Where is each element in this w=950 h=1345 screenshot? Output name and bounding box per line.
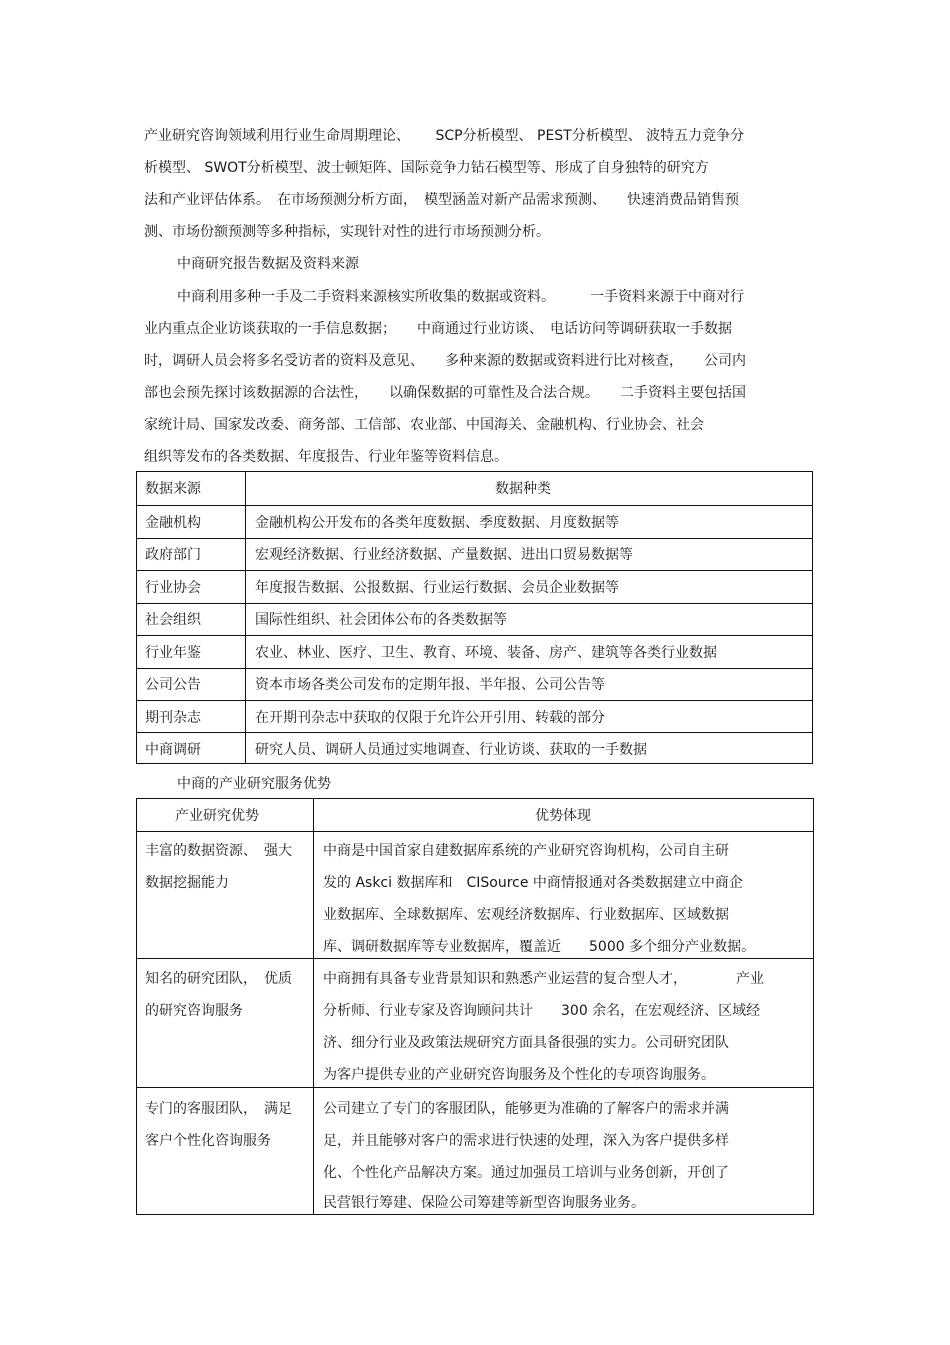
section1-line-2: 业内重点企业访谈获取的一手信息数据； 中商通过行业访谈、 电话访问等调研获取一手数据 (144, 321, 732, 337)
table-cell-type: 研究人员、调研人员通过实地调查、行业访谈、获取的一手数据 (255, 742, 647, 758)
section1-line-1: 中商利用多种一手及二手资料来源核实所收集的数据或资料。 一手资料来源于中商对行 (177, 289, 744, 305)
advantage-detail: 济、细分行业及政策法规研究方面具备很强的实力。公司研究团队 (323, 1035, 729, 1051)
data-source-table (136, 471, 813, 764)
table-cell-type: 在开期刊杂志中获取的仅限于允许公开引用、转载的部分 (255, 710, 605, 726)
section1-line-4: 部也会预先探讨该数据源的合法性， 以确保数据的可靠性及合法合规。 二手资料主要包括国 (144, 385, 746, 401)
table-cell-source: 社会组织 (145, 612, 201, 628)
advantage-detail: 中商是中国首家自建数据库系统的产业研究咨询机构，公司自主研 (323, 843, 729, 859)
table-divider (137, 505, 812, 506)
section1-heading: 中商研究报告数据及资料来源 (177, 256, 359, 272)
advantage-label: 知名的研究团队， 优质 (145, 971, 292, 987)
table-cell-type: 资本市场各类公司发布的定期年报、半年报、公司公告等 (255, 677, 605, 693)
advantage-label: 专门的客服团队， 满足 (145, 1101, 292, 1117)
advantage-detail: 分析师、行业专家及咨询顾问共计 300 余名，在宏观经济、区域经 (323, 1003, 761, 1019)
advantage-detail: 中商拥有具备专业背景知识和熟悉产业运营的复合型人才， 产业 (323, 971, 764, 987)
table-divider (313, 799, 314, 1214)
table-cell-type: 农业、林业、医疗、卫生、教育、环境、装备、房产、建筑等各类行业数据 (255, 645, 717, 661)
table-divider (137, 700, 812, 701)
table-divider (137, 732, 812, 733)
table-cell-source: 金融机构 (145, 515, 201, 531)
table-cell-source: 行业年鉴 (145, 645, 201, 661)
table-cell-type: 宏观经济数据、行业经济数据、产量数据、进出口贸易数据等 (255, 547, 633, 563)
advantage-detail: 足，并且能够对客户的需求进行快速的处理，深入为客户提供多样 (323, 1133, 729, 1149)
table-divider (137, 538, 812, 539)
table-cell-source: 中商调研 (145, 742, 201, 758)
table-header-type: 数据种类 (495, 481, 551, 497)
advantage-detail: 化、个性化产品解决方案。通过加强员工培训与业务创新，开创了 (323, 1165, 729, 1181)
advantage-label: 的研究咨询服务 (145, 1003, 243, 1019)
table-cell-source: 政府部门 (145, 547, 201, 563)
table-divider (137, 635, 812, 636)
intro-line-4: 测、市场份额预测等多种指标，实现针对性的进行市场预测分析。 (144, 224, 550, 240)
advantage-detail: 公司建立了专门的客服团队，能够更为准确的了解客户的需求并满 (323, 1101, 729, 1117)
section2-heading: 中商的产业研究服务优势 (177, 776, 331, 792)
table-cell-source: 期刊杂志 (145, 710, 201, 726)
table-divider (137, 603, 812, 604)
advantage-detail: 业数据库、全球数据库、宏观经济数据库、行业数据库、区域数据 (323, 907, 729, 923)
section1-line-3: 时，调研人员会将多名受访者的资料及意见、 多种来源的数据或资料进行比对核查， 公司内 (144, 353, 746, 369)
table-divider (245, 472, 246, 763)
advantage-label: 丰富的数据资源、 强大 (145, 843, 292, 859)
table-header-source: 数据来源 (145, 481, 201, 497)
table-divider (137, 831, 813, 832)
advantage-detail: 为客户提供专业的产业研究咨询服务及个性化的专项咨询服务。 (323, 1067, 715, 1083)
table-header-manifestation: 优势体现 (535, 808, 591, 824)
table-divider (137, 668, 812, 669)
advantage-label: 客户个性化咨询服务 (145, 1133, 271, 1149)
table-cell-source: 公司公告 (145, 677, 201, 693)
table-cell-type: 国际性组织、社会团体公布的各类数据等 (255, 612, 507, 628)
section1-line-5: 家统计局、国家发改委、商务部、工信部、农业部、中国海关、金融机构、行业协会、社会 (144, 417, 704, 433)
advantage-detail: 库、调研数据库等专业数据库，覆盖近 5000 多个细分产业数据。 (323, 939, 756, 955)
table-cell-type: 年度报告数据、公报数据、行业运行数据、会员企业数据等 (255, 580, 619, 596)
table-divider (137, 958, 813, 959)
intro-line-3: 法和产业评估体系。 在市场预测分析方面， 模型涵盖对新产品需求预测、 快速消费品销售预 (144, 192, 739, 208)
advantage-detail: 民营银行筹建、保险公司筹建等新型咨询服务业务。 (323, 1195, 645, 1211)
advantage-detail: 发的 Askci 数据库和 CISource 中商情报通对各类数据建立中商企 (323, 875, 743, 891)
advantage-label: 数据挖掘能力 (145, 875, 229, 891)
table-divider (137, 570, 812, 571)
table-cell-source: 行业协会 (145, 580, 201, 596)
advantage-table (136, 798, 814, 1215)
section1-line-6: 组织等发布的各类数据、年度报告、行业年鉴等资料信息。 (144, 449, 508, 465)
table-header-advantage: 产业研究优势 (175, 808, 259, 824)
intro-line-1: 产业研究咨询领域利用行业生命周期理论、 SCP分析模型、 PEST分析模型、 波特五力竞争分 (144, 128, 745, 144)
table-cell-type: 金融机构公开发布的各类年度数据、季度数据、月度数据等 (255, 515, 619, 531)
intro-line-2: 析模型、 SWOT分析模型、波士顿矩阵、国际竞争力钻石模型等、形成了自身独特的研究方 (144, 160, 709, 176)
table-divider (137, 1087, 813, 1088)
